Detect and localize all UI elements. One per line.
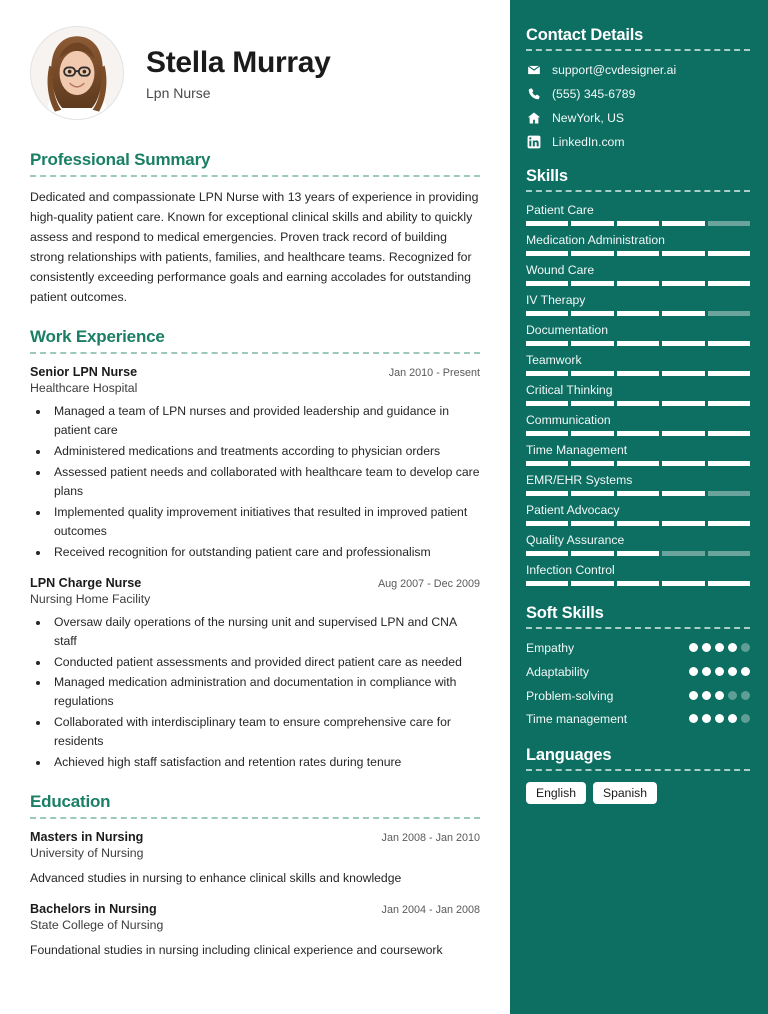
identity-block: [146, 46, 331, 101]
education-entry-date: Jan 2004 - Jan 2008: [381, 903, 480, 916]
soft-skill-rating: [689, 664, 750, 676]
skill-item: [526, 563, 750, 586]
skill-item: [526, 443, 750, 466]
page-title: Stella Murray: [146, 45, 331, 79]
skill-segment: [617, 221, 659, 226]
education-entry-description: Advanced studies in nursing to enhance clinical skills and knowledge: [30, 870, 402, 885]
work-bullet-list: [50, 613, 480, 772]
profile-photo-icon: [31, 27, 123, 119]
language-chip-list: [526, 782, 750, 804]
section-heading-work: Work Experience: [30, 327, 165, 347]
skill-segment: [617, 521, 659, 526]
section-heading-languages: Languages: [526, 746, 612, 765]
work-bullet: • Assessed patient needs and collaborated with healthcare team to develop care plans: [50, 463, 480, 501]
contact-item[interactable]: [526, 62, 750, 77]
work-bullet: • Achieved high staff satisfaction and retention rates during tenure: [50, 753, 480, 772]
education-entry-header: [30, 830, 480, 844]
skill-segment: [708, 281, 750, 286]
soft-skill-rating: [689, 688, 750, 700]
work-entry-title: Senior LPN Nurse: [30, 365, 138, 380]
soft-skill-dot: [689, 667, 698, 676]
work-entry-org: Nursing Home Facility: [30, 591, 151, 606]
work-bullet: • Received recognition for outstanding patient care and professionalism: [50, 543, 480, 562]
skill-segment: [617, 551, 659, 556]
work-bullet-list: [50, 402, 480, 561]
contact-item[interactable]: [526, 134, 750, 149]
soft-skill-dot: [689, 643, 698, 652]
skill-item: [526, 233, 750, 256]
work-entry-header: [30, 576, 480, 590]
work-bullet: • Conducted patient assessments and provided direct patient care as needed: [50, 653, 480, 672]
skill-segment: [662, 431, 704, 436]
skill-level-bar: [526, 311, 750, 316]
skill-segment: [662, 311, 704, 316]
soft-skill-item: [526, 664, 750, 681]
work-entry-title: LPN Charge Nurse: [30, 575, 142, 590]
section-divider: [30, 817, 480, 819]
skill-label: Patient Care: [526, 203, 594, 217]
work-bullet: • Managed a team of LPN nurses and provided leadership and guidance in patient care: [50, 402, 480, 440]
skills-list: [526, 203, 750, 586]
skill-segment: [526, 311, 568, 316]
soft-skill-dot: [728, 714, 737, 723]
soft-skill-dot: [728, 667, 737, 676]
skill-level-bar: [526, 281, 750, 286]
work-entry-list: [30, 365, 480, 772]
work-bullet: • Oversaw daily operations of the nursing unit and supervised LPN and CNA staff: [50, 613, 480, 651]
contact-item[interactable]: [526, 110, 750, 125]
soft-skill-item: [526, 640, 750, 657]
section-soft-skills: [526, 604, 750, 728]
skill-item: [526, 503, 750, 526]
soft-skill-item: [526, 688, 750, 705]
section-work-experience: [30, 327, 480, 772]
soft-skill-dot: [728, 643, 737, 652]
skill-segment: [662, 491, 704, 496]
skill-segment: [571, 521, 613, 526]
skill-label: Teamwork: [526, 353, 582, 367]
contact-item[interactable]: [526, 86, 750, 101]
work-entry: [30, 576, 480, 772]
work-entry-date: Aug 2007 - Dec 2009: [377, 577, 480, 590]
home-icon: [526, 110, 541, 125]
skill-segment: [617, 341, 659, 346]
language-chip[interactable]: English: [526, 782, 586, 804]
skill-segment: [526, 221, 568, 226]
soft-skill-label: Adaptability: [526, 664, 590, 679]
contact-value: support@cvdesigner.ai: [552, 62, 677, 77]
contact-value: NewYork, US: [552, 110, 625, 125]
skill-segment: [662, 221, 704, 226]
section-divider: [526, 627, 750, 629]
skill-level-bar: [526, 491, 750, 496]
soft-skill-item: [526, 711, 750, 728]
skill-segment: [526, 401, 568, 406]
education-entry-org: University of Nursing: [30, 845, 144, 860]
soft-skill-label: Empathy: [526, 641, 575, 655]
section-heading-summary: Professional Summary: [30, 150, 211, 169]
work-entry-date: Jan 2010 - Present: [388, 367, 480, 380]
skill-segment: [571, 401, 613, 406]
section-divider: [30, 175, 480, 177]
section-heading-education: Education: [30, 791, 111, 811]
skill-level-bar: [526, 221, 750, 226]
education-entry-title: Bachelors in Nursing: [30, 901, 157, 916]
skill-label: Communication: [526, 413, 611, 427]
skill-label: Time Management: [526, 443, 628, 457]
skill-item: [526, 533, 750, 556]
skill-segment: [571, 371, 613, 376]
skill-segment: [662, 401, 704, 406]
skill-item: [526, 473, 750, 496]
section-divider: [526, 769, 750, 771]
skill-label: Documentation: [526, 323, 608, 337]
skill-segment: [617, 461, 659, 466]
skill-segment: [526, 521, 568, 526]
skill-segment: [708, 521, 750, 526]
skill-item: [526, 263, 750, 286]
skill-segment: [708, 371, 750, 376]
soft-skill-label: Time management: [526, 712, 628, 727]
envelope-icon: [526, 62, 541, 77]
soft-skill-dot: [702, 714, 711, 723]
skill-segment: [708, 431, 750, 436]
contact-value: (555) 345-6789: [552, 86, 636, 101]
skill-segment: [571, 221, 613, 226]
contact-value: LinkedIn.com: [552, 134, 625, 149]
skill-segment: [571, 431, 613, 436]
skill-segment: [526, 431, 568, 436]
soft-skill-dot: [715, 691, 724, 700]
skill-segment: [662, 281, 704, 286]
contact-list: [526, 62, 750, 149]
skill-segment: [617, 311, 659, 316]
skill-segment: [617, 581, 659, 586]
skill-segment: [662, 581, 704, 586]
skill-segment: [617, 251, 659, 256]
skill-segment: [571, 251, 613, 256]
soft-skill-dot: [728, 691, 737, 700]
soft-skill-rating: [689, 711, 750, 723]
skill-segment: [571, 311, 613, 316]
skill-segment: [708, 221, 750, 226]
section-contact-details: [526, 26, 750, 149]
skill-item: [526, 203, 750, 226]
skill-segment: [526, 581, 568, 586]
skill-segment: [708, 491, 750, 496]
skill-level-bar: [526, 581, 750, 586]
skill-segment: [526, 491, 568, 496]
skill-segment: [708, 461, 750, 466]
soft-skill-dot: [689, 714, 698, 723]
section-skills: [526, 167, 750, 586]
soft-skill-dot: [741, 714, 750, 723]
work-entry: [30, 365, 480, 561]
skill-segment: [571, 581, 613, 586]
skill-segment: [571, 461, 613, 466]
sidebar: [510, 0, 768, 1014]
section-heading-contact: Contact Details: [526, 26, 644, 44]
language-chip[interactable]: Spanish: [593, 782, 657, 804]
summary-text: Dedicated and compassionate LPN Nurse with 13 years of experience in providing high-quality patient care. Known for exceptional clinical skills and ability to quickly assess and respond to medical emergencies. Proven track record of building strong relationships with patients, families, and healthcare teams. Recognized for consistently exceeding performance goals and earning accolades for outstanding patient outcomes.: [30, 190, 479, 304]
section-divider: [526, 190, 750, 192]
soft-skill-dot: [715, 667, 724, 676]
skill-segment: [571, 491, 613, 496]
education-entry-header: [30, 902, 480, 916]
skill-level-bar: [526, 401, 750, 406]
section-heading-skills: Skills: [526, 167, 568, 185]
skill-segment: [526, 251, 568, 256]
education-entry-org: State College of Nursing: [30, 917, 164, 932]
skill-segment: [662, 251, 704, 256]
work-bullet: • Implemented quality improvement initiatives that resulted in improved patient outcomes: [50, 503, 480, 541]
skill-segment: [708, 401, 750, 406]
skill-item: [526, 383, 750, 406]
skill-segment: [617, 371, 659, 376]
soft-skill-dot: [715, 714, 724, 723]
soft-skill-dot: [702, 667, 711, 676]
soft-skill-dot: [702, 643, 711, 652]
skill-label: Medication Administration: [526, 233, 665, 247]
skill-segment: [526, 461, 568, 466]
skill-label: Patient Advocacy: [526, 503, 620, 517]
skill-label: EMR/EHR Systems: [526, 473, 633, 487]
education-entry-description: Foundational studies in nursing including clinical experience and coursework: [30, 942, 443, 957]
resume-header: [30, 26, 480, 120]
skill-level-bar: [526, 251, 750, 256]
skill-segment: [708, 251, 750, 256]
skill-segment: [708, 581, 750, 586]
skill-segment: [526, 371, 568, 376]
skill-segment: [571, 281, 613, 286]
skill-segment: [526, 551, 568, 556]
skill-segment: [571, 551, 613, 556]
skill-label: Wound Care: [526, 263, 595, 277]
section-divider: [30, 352, 480, 354]
skill-segment: [617, 491, 659, 496]
skill-label: Critical Thinking: [526, 383, 613, 397]
skill-segment: [526, 341, 568, 346]
section-education: [30, 792, 480, 960]
skill-segment: [526, 281, 568, 286]
skill-segment: [708, 311, 750, 316]
linkedin-icon: [526, 134, 541, 149]
skill-item: [526, 413, 750, 436]
skill-level-bar: [526, 461, 750, 466]
skill-segment: [662, 341, 704, 346]
soft-skill-dot: [715, 643, 724, 652]
soft-skill-rating: [689, 640, 750, 652]
skill-segment: [662, 551, 704, 556]
education-entry-date: Jan 2008 - Jan 2010: [381, 831, 480, 844]
job-title: Lpn Nurse: [146, 84, 211, 101]
section-heading-soft-skills: Soft Skills: [526, 604, 604, 622]
skill-segment: [662, 461, 704, 466]
skill-item: [526, 293, 750, 316]
education-entry: [30, 902, 480, 960]
skill-level-bar: [526, 371, 750, 376]
skill-segment: [617, 281, 659, 286]
skill-level-bar: [526, 551, 750, 556]
education-entry-list: [30, 830, 480, 960]
soft-skill-dot: [702, 691, 711, 700]
avatar: [30, 26, 124, 120]
work-entry-org: Healthcare Hospital: [30, 381, 138, 396]
section-professional-summary: [30, 150, 480, 307]
skill-level-bar: [526, 431, 750, 436]
skill-level-bar: [526, 341, 750, 346]
soft-skill-dot: [741, 643, 750, 652]
skill-segment: [662, 371, 704, 376]
skill-label: Quality Assurance: [526, 533, 625, 547]
section-languages: [526, 746, 750, 804]
soft-skill-dot: [741, 691, 750, 700]
soft-skill-label: Problem-solving: [526, 688, 614, 703]
skill-label: Infection Control: [526, 563, 615, 577]
soft-skills-list: [526, 640, 750, 728]
education-entry-title: Masters in Nursing: [30, 829, 144, 844]
work-entry-header: [30, 365, 480, 379]
soft-skill-dot: [689, 691, 698, 700]
skill-segment: [617, 431, 659, 436]
soft-skill-dot: [741, 667, 750, 676]
skill-segment: [662, 521, 704, 526]
skill-item: [526, 353, 750, 376]
skill-segment: [571, 341, 613, 346]
skill-level-bar: [526, 521, 750, 526]
section-divider: [526, 49, 750, 51]
skill-segment: [617, 401, 659, 406]
work-bullet: • Collaborated with interdisciplinary team to ensure comprehensive care for residents: [50, 713, 480, 751]
education-entry: [30, 830, 480, 888]
work-bullet: • Managed medication administration and documentation in compliance with regulations: [50, 673, 480, 711]
skill-label: IV Therapy: [526, 293, 586, 307]
phone-icon: [526, 86, 541, 101]
skill-segment: [708, 341, 750, 346]
work-bullet: • Administered medications and treatments according to physician orders: [50, 442, 480, 461]
skill-item: [526, 323, 750, 346]
skill-segment: [708, 551, 750, 556]
